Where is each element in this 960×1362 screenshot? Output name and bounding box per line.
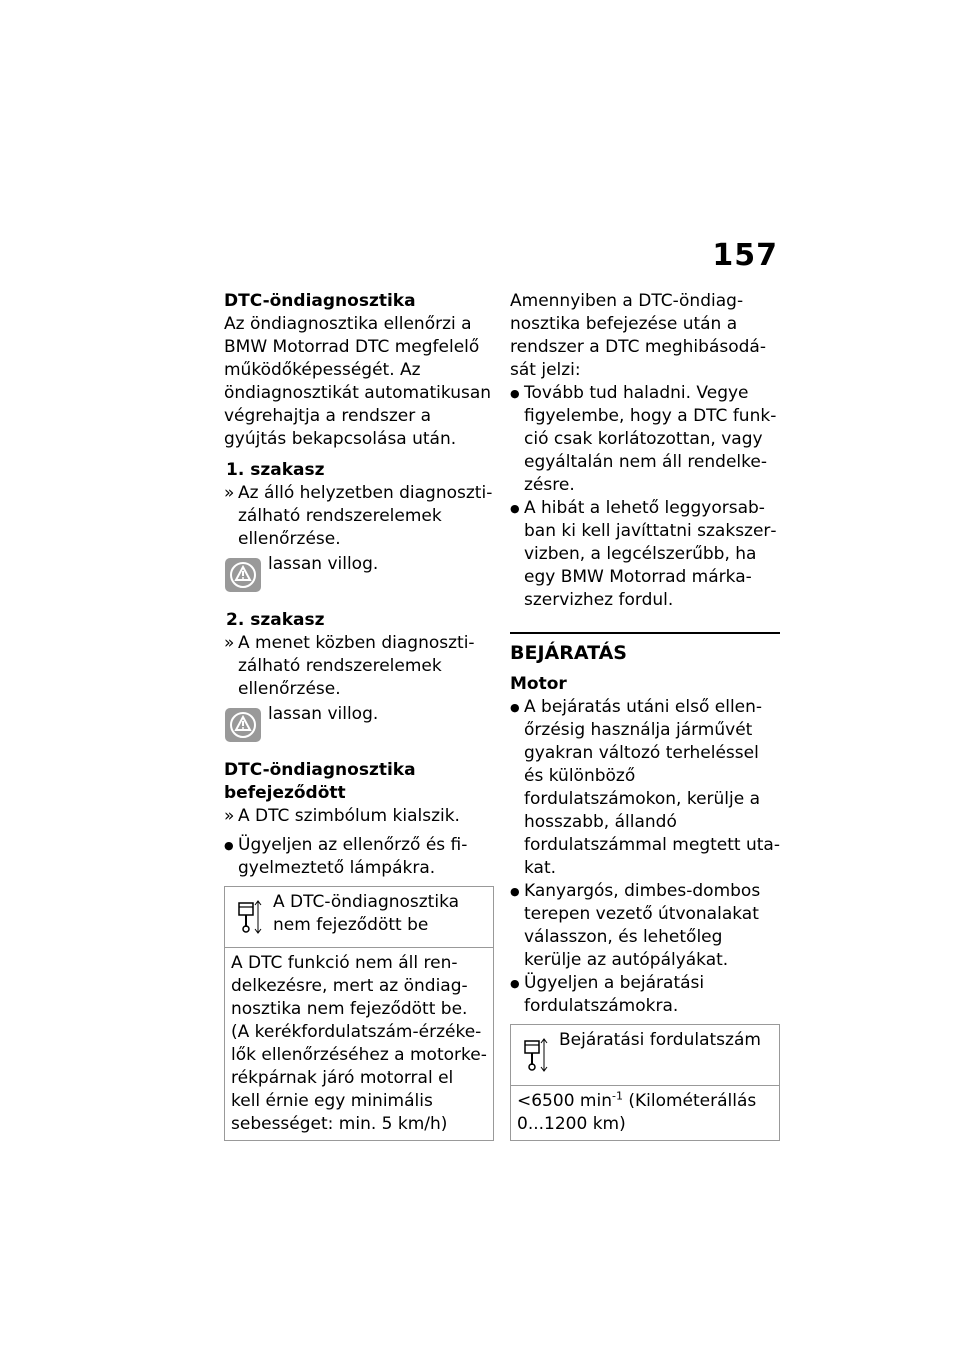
step-1-text: » Az álló helyzetben diagnosztizálható rendszerelemek ellenőrzése. [224,482,494,551]
info-box-title: A DTC-öndiagnosztika nem fejeződött be [273,892,460,935]
engine-bullet-2: ● Kanyargós, dimbes-dombos terepen vezető útvonalakat válasszon, és lehetőleg kerülje az autópályákat. [510,880,780,972]
failure-bullet-1: ● Tovább tud haladni. Vegye figyelembe, hogy a DTC funkció csak korlátozottan, vagy egyáltalán nem áll rendelkezésre. [510,382,780,497]
info-box-body [511,1086,779,1140]
intro-paragraph: Az öndiagnosztika ellenőrzi a BMW Motorrad DTC megfelelő működőképességét. Az öndiagnosztikát automatikusan végrehajtja a rendszer a gyújtás bekapcsolása után. [224,314,492,449]
failure-bullet-2: ● A hibát a lehető leggyorsabban ki kell javíttatni szakszervizben, a legcélszerűbb, ha egy BMW Motorrad márkaszervizhez fordul. [510,497,780,612]
engine-bullet-1: ● A bejáratás utáni első ellenőrzésig használja járművét gyakran változó terheléssel és különböző fordulatszámokon, kerülje a hosszabb, állandó fordulatszámmal megtett utakat. [510,696,780,880]
info-box-header [511,1025,779,1086]
lamp-bullet: ● Ügyeljen az ellenőrző és figyelmeztető lámpákra. [224,834,494,880]
completed-text: » A DTC szimbólum kialszik. [224,805,494,828]
piston-icon [233,897,263,937]
step-1-indicator [224,553,494,599]
break-in-speed-value: <6500 min [517,1091,612,1111]
info-box-header [225,887,493,948]
break-in-speed-unit-exponent: -1 [611,1089,623,1103]
info-box-title: Bejáratási fordulatszám [559,1030,761,1050]
subsection-title-engine: Motor [510,674,567,694]
failure-intro: Amennyiben a DTC-öndiagnosztika befejezése után a rendszer a DTC meghibásodását jelzi: [510,291,766,380]
section-title-diagnosis-completed: DTC-öndiagnosztika befejeződött [224,760,416,803]
section-break-in [510,632,780,1141]
break-in-mileage: (Kilométerállás 0...1200 km) [517,1091,757,1134]
dtc-warning-icon [224,557,262,593]
left-column [224,290,494,1141]
right-column [510,290,780,1141]
step-2-indicator-text: lassan villog. [268,704,379,724]
dtc-warning-icon [224,707,262,743]
section-title-break-in: BEJÁRATÁS [510,642,627,664]
section-title-dtc-self-diagnosis: DTC-öndiagnosztika [224,291,416,311]
step-2-indicator [224,703,494,749]
info-box-diagnosis-incomplete [224,886,494,1141]
step-1-indicator-text: lassan villog. [268,554,379,574]
info-box-body: A DTC funkció nem áll rendelkezésre, mert az öndiagnosztika nem fejeződött be. (A kerékfordulatszám-érzékelők ellenőrzéséhez a motorkerékpárnak járó motorral el kell érnie egy minimális sebességet: min. 5 km/h) [231,953,487,1134]
step-2-title: 2. szakasz [226,610,325,630]
page-number: 157 [712,238,778,273]
info-box-break-in-speed [510,1024,780,1141]
piston-icon [519,1035,549,1075]
step-2-text: » A menet közben diagnosztizálható rendszerelemek ellenőrzése. [224,632,494,701]
engine-bullet-3: ● Ügyeljen a bejáratási fordulatszámokra. [510,972,780,1018]
step-1-title: 1. szakasz [226,460,325,480]
